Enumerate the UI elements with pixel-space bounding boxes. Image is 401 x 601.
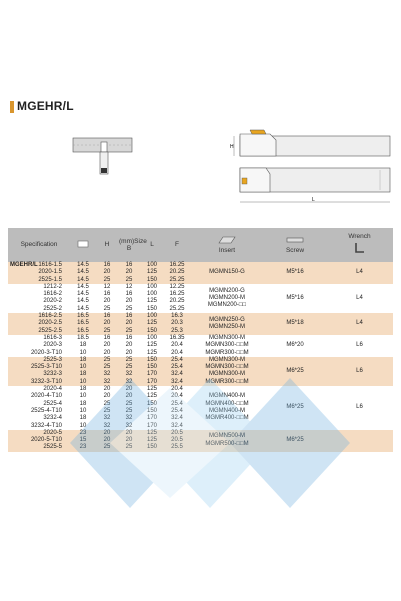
- cell-f: 20.5: [164, 430, 190, 437]
- cell-f: 25.3: [164, 328, 190, 335]
- cell-l: 150: [140, 328, 164, 335]
- cell-insert: [190, 262, 264, 284]
- cell-h: 12: [96, 284, 118, 291]
- cell-specification: 2020-4-T10: [8, 393, 70, 400]
- cell-b: 12: [118, 284, 140, 291]
- insert-code: MGMN200-G: [209, 287, 245, 294]
- cell-screw: M6*20: [264, 335, 326, 357]
- insert-code: MGMN300-M: [208, 356, 245, 363]
- cell-wrench: L6: [326, 357, 393, 386]
- cell-insert: [190, 357, 264, 386]
- col-insert: Insert: [190, 228, 264, 262]
- cell-b: 20: [118, 393, 140, 400]
- cell-l: 125: [140, 393, 164, 400]
- cell-l: 150: [140, 408, 164, 415]
- cell-b: 20: [118, 386, 140, 393]
- cell-h: 20: [96, 393, 118, 400]
- cell-insert: [190, 335, 264, 357]
- cell-specification: 2020-2.5: [8, 320, 70, 327]
- cell-screw: M5*16: [264, 262, 326, 284]
- cell-wrench: [326, 430, 393, 452]
- cell-f: 16.3: [164, 313, 190, 320]
- cell-w: 10: [70, 364, 96, 371]
- cell-h: 16: [96, 262, 118, 269]
- cell-specification: 1616-2: [8, 291, 70, 298]
- cell-h: 25: [96, 408, 118, 415]
- insert-code: MGMN250-G: [209, 316, 245, 323]
- cell-h: 25: [96, 401, 118, 408]
- title-accent-bar: [10, 101, 14, 113]
- cell-l: 125: [140, 437, 164, 444]
- table-row: [8, 313, 393, 320]
- table-row: [8, 430, 393, 437]
- insert-code: MGMN200-□□: [207, 302, 247, 309]
- cell-w: 14.5: [70, 262, 96, 269]
- cell-specification: 2525-5: [8, 444, 70, 451]
- insert-code: MGMN300-M: [208, 334, 245, 341]
- cell-h: 20: [96, 437, 118, 444]
- col-wrench: Wrench: [326, 228, 393, 262]
- insert-code: MGMN300-□□M: [205, 342, 249, 349]
- cell-w: 14.5: [70, 306, 96, 313]
- cell-l: 100: [140, 262, 164, 269]
- cell-f: 20.4: [164, 342, 190, 349]
- cell-f: 16.35: [164, 335, 190, 342]
- cell-specification: 2020-3: [8, 342, 70, 349]
- table-row: [8, 357, 393, 364]
- cell-w: 16.5: [70, 328, 96, 335]
- cell-w: 14.5: [70, 277, 96, 284]
- cell-h: 32: [96, 371, 118, 378]
- cell-h: 20: [96, 350, 118, 357]
- cell-l: 125: [140, 320, 164, 327]
- cell-specification: 2525-2: [8, 306, 70, 313]
- cell-f: 20.4: [164, 393, 190, 400]
- cell-f: 25.4: [164, 401, 190, 408]
- wrench-icon: [353, 241, 367, 255]
- cell-b: 20: [118, 269, 140, 276]
- cell-w: 18: [70, 371, 96, 378]
- cell-l: 125: [140, 350, 164, 357]
- cell-b: 25: [118, 444, 140, 451]
- cell-specification: 3232-4: [8, 415, 70, 422]
- insert-code: MGMN200-M: [208, 294, 245, 301]
- cell-h: 32: [96, 415, 118, 422]
- cell-h: 16: [96, 313, 118, 320]
- insert-code: MGMR400-□□M: [205, 415, 249, 422]
- cell-specification: MGEHR/L 1616-1.5: [8, 262, 70, 269]
- cell-w: 10: [70, 408, 96, 415]
- cell-specification: 2525-2.5: [8, 328, 70, 335]
- cell-specification: 2525-4: [8, 401, 70, 408]
- cell-b: 25: [118, 401, 140, 408]
- cell-w: 23: [70, 430, 96, 437]
- cell-h: 16: [96, 291, 118, 298]
- cell-h: 25: [96, 357, 118, 364]
- cell-b: 32: [118, 415, 140, 422]
- cell-b: 16: [118, 262, 140, 269]
- insert-code: MGMR500-□□M: [205, 440, 249, 447]
- cell-b: 25: [118, 306, 140, 313]
- cell-f: 25.4: [164, 408, 190, 415]
- cell-b: 25: [118, 328, 140, 335]
- cell-w: 10: [70, 350, 96, 357]
- cell-w: 18: [70, 342, 96, 349]
- dim-h-label: H: [230, 144, 234, 150]
- cell-l: 125: [140, 342, 164, 349]
- insert-code: MGMR300-□□M: [205, 378, 249, 385]
- cell-wrench: L4: [326, 313, 393, 335]
- cell-b: 16: [118, 335, 140, 342]
- insert-code: MGMN500-M: [208, 433, 245, 440]
- cell-wrench: L4: [326, 262, 393, 284]
- cell-f: 20.25: [164, 269, 190, 276]
- dim-l-label: L: [312, 197, 315, 203]
- cell-specification: 3232-3-T10: [8, 379, 70, 386]
- table-row: [8, 284, 393, 291]
- cell-specification: 2525-1.5: [8, 277, 70, 284]
- cell-h: 32: [96, 379, 118, 386]
- spec-table-container: [8, 228, 393, 588]
- cell-w: 18.5: [70, 335, 96, 342]
- cell-f: 20.4: [164, 386, 190, 393]
- table-row: [8, 262, 393, 269]
- cell-wrench: L4: [326, 284, 393, 313]
- screw-icon: [285, 235, 305, 245]
- cell-l: 100: [140, 284, 164, 291]
- insert-code: MGMN400-□□M: [205, 400, 249, 407]
- col-screw: Screw: [264, 228, 326, 262]
- cell-w: 18: [70, 401, 96, 408]
- cell-specification: 3232-3: [8, 371, 70, 378]
- insert-icon: [217, 235, 237, 245]
- cell-w: 14.5: [70, 284, 96, 291]
- cell-specification: 2020-5: [8, 430, 70, 437]
- cell-specification: 2020-5-T10: [8, 437, 70, 444]
- cell-wrench: L6: [326, 386, 393, 430]
- cell-l: 100: [140, 335, 164, 342]
- cell-b: 32: [118, 423, 140, 430]
- insert-code: MGMN400-M: [208, 407, 245, 414]
- cell-b: 32: [118, 371, 140, 378]
- cell-l: 150: [140, 364, 164, 371]
- cell-screw: M6*25: [264, 357, 326, 386]
- cell-b: 32: [118, 379, 140, 386]
- cell-specification: 2525-3: [8, 357, 70, 364]
- workpiece-diagram: [72, 135, 134, 190]
- spec-table: [8, 228, 393, 452]
- cell-f: 25.25: [164, 277, 190, 284]
- cell-b: 20: [118, 437, 140, 444]
- cell-h: 25: [96, 328, 118, 335]
- col-b: (mm)Size B: [118, 228, 140, 262]
- cell-l: 170: [140, 415, 164, 422]
- cell-insert: [190, 313, 264, 335]
- cell-specification: 2020-1.5: [8, 269, 70, 276]
- table-row: [8, 335, 393, 342]
- cell-b: 20: [118, 342, 140, 349]
- cell-l: 100: [140, 313, 164, 320]
- cell-b: 16: [118, 313, 140, 320]
- cell-w: 14.5: [70, 269, 96, 276]
- cell-w: 18: [70, 357, 96, 364]
- cell-w: 14.5: [70, 298, 96, 305]
- cell-f: 32.4: [164, 371, 190, 378]
- cell-specification: 3232-4-T10: [8, 423, 70, 430]
- insert-code: MGMR300-□□M: [205, 349, 249, 356]
- cell-l: 150: [140, 357, 164, 364]
- cell-specification: 1616-2.5: [8, 313, 70, 320]
- cell-w: 18: [70, 415, 96, 422]
- cell-l: 150: [140, 444, 164, 451]
- cell-w: 14.5: [70, 291, 96, 298]
- cell-specification: 2020-2: [8, 298, 70, 305]
- cell-f: 25.4: [164, 364, 190, 371]
- cell-l: 125: [140, 386, 164, 393]
- cell-h: 25: [96, 444, 118, 451]
- insert-code: MGMN400-M: [208, 393, 245, 400]
- spec-prefix: MGEHR/L: [10, 262, 38, 268]
- cell-f: 25.5: [164, 444, 190, 451]
- cell-f: 20.3: [164, 320, 190, 327]
- cell-w: 18: [70, 386, 96, 393]
- cell-h: 16: [96, 335, 118, 342]
- spec-table-body: [8, 262, 393, 452]
- cell-l: 170: [140, 379, 164, 386]
- cell-l: 125: [140, 430, 164, 437]
- page-title: MGEHR/L: [17, 99, 74, 113]
- cell-f: 32.4: [164, 415, 190, 422]
- col-h: H: [96, 228, 118, 262]
- cell-l: 150: [140, 277, 164, 284]
- cell-insert: [190, 284, 264, 313]
- col-w: [70, 228, 96, 262]
- cell-screw: M5*16: [264, 284, 326, 313]
- cell-h: 25: [96, 277, 118, 284]
- cell-specification: 1616-3: [8, 335, 70, 342]
- cell-h: 32: [96, 423, 118, 430]
- cell-f: 25.25: [164, 306, 190, 313]
- cell-b: 16: [118, 291, 140, 298]
- cell-f: 16.25: [164, 262, 190, 269]
- cell-w: 10: [70, 379, 96, 386]
- col-f: F: [164, 228, 190, 262]
- cell-b: 20: [118, 430, 140, 437]
- cell-specification: 2525-4-T10: [8, 408, 70, 415]
- cell-l: 125: [140, 298, 164, 305]
- cell-f: 20.4: [164, 350, 190, 357]
- cell-f: 25.4: [164, 357, 190, 364]
- cell-h: 20: [96, 298, 118, 305]
- cell-b: 25: [118, 364, 140, 371]
- cell-w: 16.5: [70, 313, 96, 320]
- cell-f: 20.5: [164, 437, 190, 444]
- cell-screw: M6*25: [264, 430, 326, 452]
- cell-w: 15: [70, 437, 96, 444]
- cell-b: 20: [118, 320, 140, 327]
- cell-l: 150: [140, 401, 164, 408]
- cell-h: 20: [96, 320, 118, 327]
- table-row: [8, 386, 393, 393]
- cell-specification: 2020-4: [8, 386, 70, 393]
- cell-b: 20: [118, 350, 140, 357]
- cell-specification: 1212-2: [8, 284, 70, 291]
- cell-b: 25: [118, 357, 140, 364]
- cell-screw: M6*25: [264, 386, 326, 430]
- insert-code: MGMN300-□□M: [205, 364, 249, 371]
- tool-drawing: [230, 120, 395, 210]
- cell-insert: [190, 386, 264, 430]
- cell-f: 32.4: [164, 423, 190, 430]
- cell-l: 100: [140, 291, 164, 298]
- cell-h: 20: [96, 342, 118, 349]
- cell-specification: 2020-3-T10: [8, 350, 70, 357]
- cell-insert: [190, 430, 264, 452]
- cell-l: 170: [140, 423, 164, 430]
- cell-f: 32.4: [164, 379, 190, 386]
- cell-specification: 2525-3-T10: [8, 364, 70, 371]
- cell-h: 25: [96, 306, 118, 313]
- cell-f: 20.25: [164, 298, 190, 305]
- cell-l: 170: [140, 371, 164, 378]
- cell-h: 20: [96, 430, 118, 437]
- cell-l: 125: [140, 269, 164, 276]
- cell-w: 23: [70, 444, 96, 451]
- cell-b: 20: [118, 298, 140, 305]
- cell-h: 20: [96, 269, 118, 276]
- size-group-label: (mm)Size: [119, 237, 147, 245]
- cell-w: 10: [70, 393, 96, 400]
- insert-code: MGMN250-M: [208, 324, 245, 331]
- cell-b: 25: [118, 408, 140, 415]
- cell-f: 16.25: [164, 291, 190, 298]
- cell-l: 150: [140, 306, 164, 313]
- cell-wrench: L6: [326, 335, 393, 357]
- cell-b: 25: [118, 277, 140, 284]
- width-icon: [77, 240, 89, 248]
- col-specification: Specification: [8, 228, 70, 262]
- cell-screw: M5*18: [264, 313, 326, 335]
- insert-code: MGMN300-M: [208, 371, 245, 378]
- cell-f: 12.25: [164, 284, 190, 291]
- cell-h: 20: [96, 386, 118, 393]
- insert-code: MGMN150-G: [209, 269, 245, 276]
- col-l: L: [140, 228, 164, 262]
- cell-w: 16.5: [70, 320, 96, 327]
- cell-h: 25: [96, 364, 118, 371]
- cell-w: 10: [70, 423, 96, 430]
